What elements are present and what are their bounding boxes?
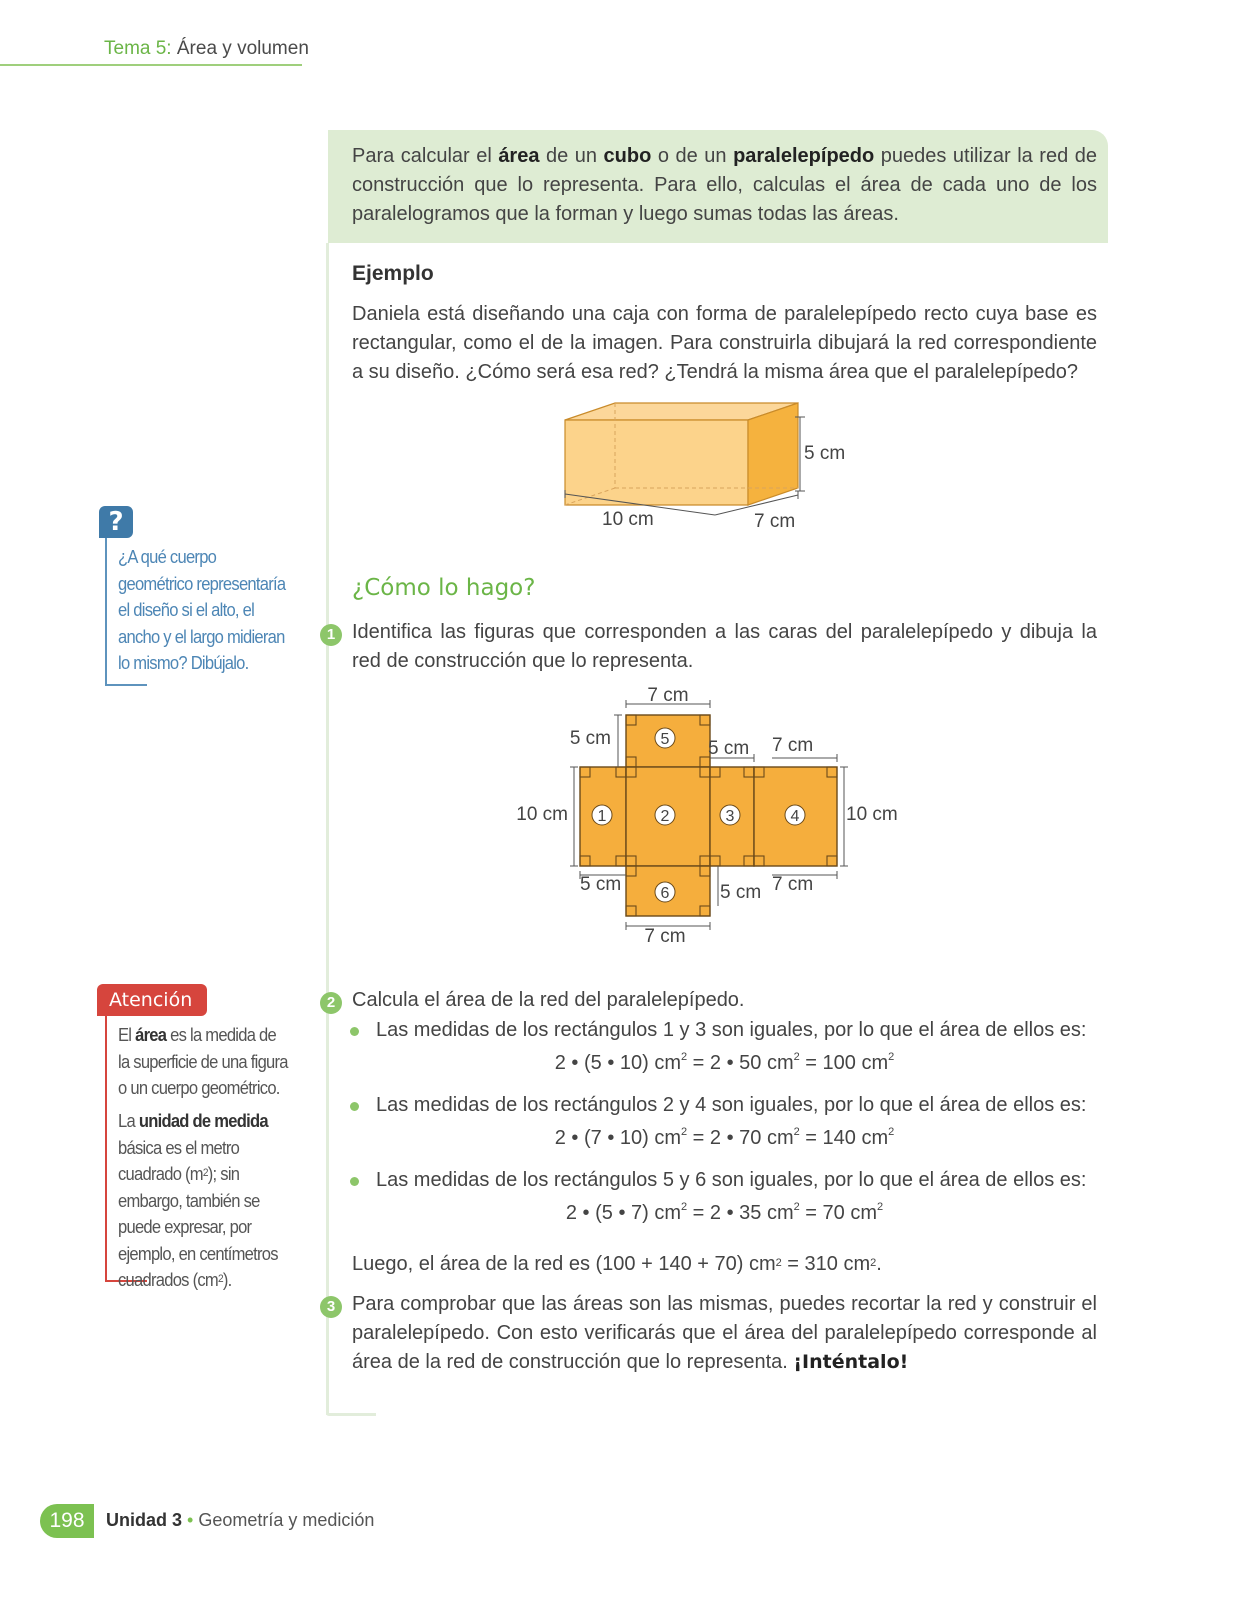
intentalo-text: ¡Inténtalo!: [793, 1351, 909, 1373]
net-face-2-num: 2: [660, 808, 670, 825]
box-height-label: 5 cm: [804, 443, 846, 464]
box-figure: [555, 395, 865, 540]
intro-text: Para calcular el área de un cubo o de un paralelepípedo puedes utilizar la red de construcción que lo representa. Para ello, calculas el área de cada uno de los paralelogramos que la forman y luego sumas todas las áreas.: [352, 145, 1097, 225]
net-mid-label-b: 7 cm: [772, 735, 814, 756]
step-3-number: 3: [320, 1296, 342, 1318]
net-right-label: 10 cm: [846, 804, 898, 825]
question-box-bottom: [105, 684, 147, 686]
formula-1: 2 • (5 • 10) $cm^2 = 2$ • 50 $cm^2 = 100$ $cm^2$: [554, 1051, 895, 1074]
net-face-3-num: 3: [725, 808, 735, 825]
formula-3: 2 • (5 • 7) $cm^2 = 2$ • 35 $cm^2 = 70$ $cm^2$: [565, 1201, 884, 1224]
formula-2: 2 • (7 • 10) $cm^2 = 2$ • 70 $cm^2 = 140$ $cm^2$: [554, 1126, 895, 1149]
net-face-6-num: 6: [660, 885, 670, 902]
bullet-3-text: Las medidas de los rectángulos 5 y 6 son iguales, por lo que el área de ellos es:: [376, 1169, 1087, 1191]
net-face-5-num: 5: [660, 731, 670, 748]
box-side-face: [748, 403, 798, 505]
box-width-label: 7 cm: [754, 511, 796, 532]
step-2-text: Calcula el área de la red del paralelepípedo.: [352, 989, 745, 1011]
question-icon: ?: [99, 506, 133, 538]
column-frame-line: [326, 243, 329, 1415]
step-1-number: 1: [320, 624, 342, 646]
column-frame-bottom: [326, 1413, 376, 1416]
atencion-text-1: El área es la medida de la superficie de una figura o un cuerpo geométrico.: [118, 1025, 288, 1098]
ejemplo-text: Daniela está diseñando una caja con forma de paralelepípedo recto cuya base es rectangular, como el de la imagen. Para construirla dibujará la red correspondiente a su diseño. ¿Cómo será esa red? ¿Tendrá la misma área que el paralelepípedo?: [352, 303, 1097, 383]
net-bottom-label: 7 cm: [644, 926, 686, 947]
question-text: ¿A qué cuerpo geométrico representaría el diseño si el alto, el ancho y el largo midieran lo mismo? Dibújalo.: [118, 547, 286, 673]
question-box-line: [105, 538, 107, 686]
net-face-4-num: 4: [790, 808, 800, 825]
step-1-text: Identifica las figuras que corresponden a las caras del paralelepípedo y dibuja la red de construcción que lo representa.: [352, 621, 1097, 672]
net-top-left-label: 5 cm: [569, 728, 611, 749]
page-number: 198: [40, 1504, 94, 1538]
atencion-title: Atención: [97, 984, 207, 1016]
net-face-1-num: 1: [597, 808, 607, 825]
bullet-1-dot: [350, 1027, 359, 1036]
como-title: ¿Cómo lo hago?: [352, 575, 536, 601]
step-3-text: Para comprobar que las áreas son las mismas, puedes recortar la red y construir el paralelepípedo. Con esto verificarás que el área del paralelepípedo corresponde al área de la red de construcción que lo representa. ¡Inténtalo!: [352, 1293, 1097, 1373]
net-bottom-mid-label-a: 5 cm: [720, 882, 762, 903]
page-header: [104, 38, 309, 60]
header-tema: Tema 5:: [104, 38, 172, 59]
header-title: Área y volumen: [176, 38, 309, 59]
atencion-text-2: La unidad de medida básica es el metro cuadrado $(m^2)$; sin embargo, también se puede expresar, por ejemplo, en centímetros cuadrados $(cm^2)$.: [118, 1111, 278, 1290]
header-rule: [0, 64, 302, 66]
box-length-label: 10 cm: [602, 509, 654, 530]
bullet-3-dot: [350, 1177, 359, 1186]
conclusion-text: Luego, el área de la red es (100 + 140 + 70) $cm^2 = 310$ $cm^2$.: [352, 1253, 882, 1275]
box-front-face: [565, 420, 748, 505]
ejemplo-title: Ejemplo: [352, 262, 434, 285]
bullet-1-text: Las medidas de los rectángulos 1 y 3 son iguales, por lo que el área de ellos es:: [376, 1019, 1087, 1041]
net-top-label: 7 cm: [647, 685, 689, 706]
footer-text: Unidad 3 • Geometría y medición: [106, 1510, 375, 1530]
step-2-number: 2: [320, 992, 342, 1014]
net-mid-label-a: 5 cm: [708, 738, 750, 759]
bullet-2-dot: [350, 1102, 359, 1111]
net-figure: [510, 680, 910, 955]
net-bottom-left-label: 5 cm: [580, 874, 622, 895]
net-bottom-mid-label-b: 7 cm: [772, 874, 814, 895]
bullet-2-text: Las medidas de los rectángulos 2 y 4 son iguales, por lo que el área de ellos es:: [376, 1094, 1087, 1116]
atencion-box-line: [105, 1016, 107, 1282]
net-left-label: 10 cm: [516, 804, 568, 825]
